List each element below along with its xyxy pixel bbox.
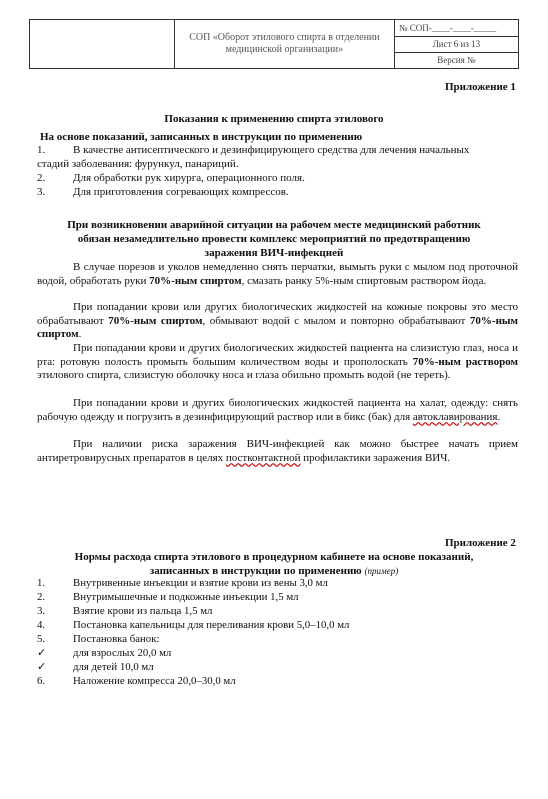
list-item bbox=[37, 647, 171, 660]
appendix2-title-text: записанных в инструкции по применению bbox=[149, 565, 362, 577]
appendix2-title-line1: Нормы расхода спирта этилового в процедурном кабинете на основе показаний, bbox=[74, 551, 474, 563]
paragraph-text: этилового спирта, слизистую оболочку носа и глаза обильно промыть водой (не тереть). bbox=[37, 369, 451, 381]
list-text: Постановка капельницы для переливания крови 5,0–10,0 мл bbox=[73, 619, 350, 631]
list-item bbox=[37, 633, 159, 646]
paragraph-text: профилактики заражения ВИЧ. bbox=[300, 451, 451, 464]
version-number: Версия № bbox=[395, 52, 518, 68]
list-text: Для обработки рук хирурга, операционного поля. bbox=[73, 172, 305, 184]
list-text: для взрослых 20,0 мл bbox=[73, 647, 172, 659]
list-item bbox=[37, 619, 349, 632]
sop-number: № СОП-____-____-_____ bbox=[398, 22, 497, 33]
emergency-paragraph-clothes bbox=[37, 397, 518, 424]
list-text: стадий заболевания: фурункул, панариций. bbox=[37, 158, 239, 170]
list-text: Взятие крови из пальца 1,5 мл bbox=[73, 605, 213, 617]
paragraph-text: При попадании крови и других биологических жидкостей пациента на слизистую глаз, носа и рта: ротовую полость промыть большим количеством воды и прополоскать bbox=[37, 342, 518, 368]
header-title-line2: медицинской организации» bbox=[225, 44, 344, 55]
list-number: 3. bbox=[37, 605, 46, 617]
list-item bbox=[37, 577, 328, 590]
paragraph-text: При попадании крови или других биологических жидкостей на кожные покровы это место обрабатывают bbox=[37, 301, 518, 327]
list-number: 3. bbox=[37, 186, 46, 198]
list-item bbox=[37, 661, 154, 674]
appendix1-title: Показания к применению спирта этилового bbox=[164, 113, 384, 125]
list-number: 4. bbox=[37, 619, 46, 631]
list-text: для детей 10,0 мл bbox=[73, 661, 154, 673]
list-number: 2. bbox=[37, 172, 46, 184]
list-number: 6. bbox=[37, 675, 46, 687]
spellcheck-word: постконтактной bbox=[225, 451, 301, 464]
emergency-paragraph-cuts bbox=[37, 261, 518, 288]
list-text: В качестве антисептического и дезинфицирующего средства для лечения начальных bbox=[73, 144, 470, 156]
emergency-heading-line1: При возникновении аварийной ситуации на рабочем месте медицинский работник bbox=[67, 219, 481, 231]
appendix1-label: Приложение 1 bbox=[445, 81, 516, 93]
list-item bbox=[37, 675, 236, 688]
emergency-paragraph-mucosa bbox=[37, 342, 518, 383]
list-item bbox=[37, 591, 299, 604]
emergency-heading-line3: заражения ВИЧ-инфекцией bbox=[204, 247, 344, 259]
list-number: 2. bbox=[37, 591, 46, 603]
list-item bbox=[37, 172, 305, 185]
document-header-table bbox=[29, 19, 519, 69]
list-item bbox=[37, 186, 289, 199]
emergency-paragraph-skin bbox=[37, 301, 518, 342]
paragraph-text: . bbox=[497, 410, 501, 423]
list-item bbox=[37, 605, 212, 618]
paragraph-text: , смазать ранку 5%-ным спиртовым раствором йода. bbox=[241, 274, 487, 287]
list-number: 5. bbox=[37, 633, 46, 645]
sheet-number: Лист 6 из 13 bbox=[395, 36, 518, 52]
list-text: Постановка банок: bbox=[73, 633, 160, 645]
list-number: 1. bbox=[37, 144, 46, 156]
list-text: Для приготовления согревающих компрессов. bbox=[73, 186, 289, 198]
paragraph-text: . bbox=[78, 328, 82, 340]
spellcheck-word: автоклавирования bbox=[412, 410, 498, 423]
paragraph-text: , обмывают водой с мылом и повторно обрабатывают bbox=[202, 314, 470, 327]
header-logo-cell bbox=[30, 20, 175, 69]
list-text: Наложение компресса 20,0–30,0 мл bbox=[73, 675, 236, 687]
check-icon: ✓ bbox=[37, 647, 47, 659]
paragraph-text: В случае порезов и уколов немедленно снять перчатки, вымыть руки с мылом под проточной водой, обработать руки bbox=[37, 261, 518, 287]
appendix1-subtitle: На основе показаний, записанных в инструкции по применению bbox=[40, 131, 363, 143]
emergency-heading-line2: обязан незамедлительно провести комплекс мероприятий по предотвращению bbox=[77, 233, 471, 245]
header-title-line1: СОП «Оборот этилового спирта в отделении bbox=[189, 32, 380, 43]
list-text: Внутривенные инъекции и взятие крови из вены 3,0 мл bbox=[73, 577, 328, 589]
list-item-continuation bbox=[37, 158, 239, 171]
appendix2-title-note: (пример) bbox=[364, 566, 399, 576]
list-item bbox=[37, 144, 469, 157]
paragraph-bold: 70%-ным спиртом bbox=[108, 314, 203, 327]
header-title-cell bbox=[174, 20, 394, 69]
paragraph-bold: 70%-ным спиртом bbox=[149, 274, 242, 287]
paragraph-bold: 70%-ным спиртом bbox=[37, 314, 518, 340]
emergency-paragraph-hiv bbox=[37, 438, 518, 465]
list-number: 1. bbox=[37, 577, 46, 589]
check-icon: ✓ bbox=[37, 661, 47, 673]
paragraph-bold: 70%-ным раствором bbox=[412, 355, 518, 368]
paragraph-text: При наличии риска заражения ВИЧ-инфекцией как можно быстрее начать прием антиретровирусных препаратов в целях bbox=[37, 438, 518, 464]
paragraph-text: При попадании крови и других биологических жидкостей пациента на халат, одежду: снять рабочую одежду и погрузить в дезинфицирующий раствор или в бикс (бак) для bbox=[37, 397, 518, 423]
list-text: Внутримышечные и подкожные инъекции 1,5 мл bbox=[73, 591, 299, 603]
appendix2-label: Приложение 2 bbox=[445, 537, 516, 549]
header-meta-cell bbox=[394, 20, 518, 69]
